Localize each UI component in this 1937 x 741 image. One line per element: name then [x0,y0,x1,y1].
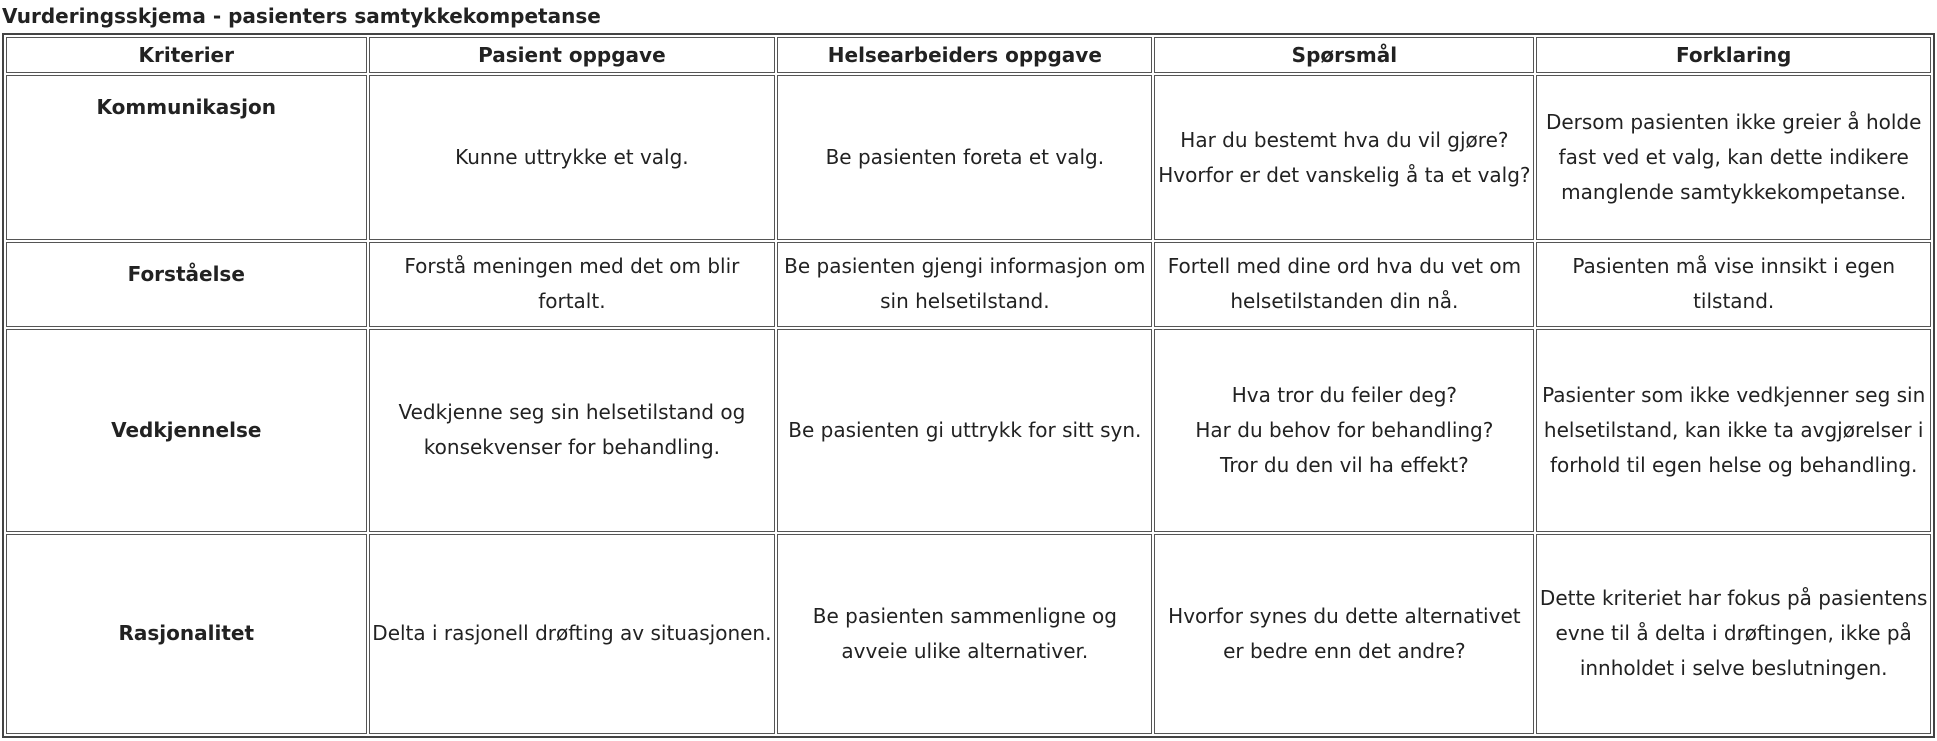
explanation-cell: Dersom pasienten ikke greier å holde fast ved et valg, kan dette indikere manglende samtykkekompetanse. [1536,75,1931,240]
patient-task-cell: Forstå meningen med det om blir fortalt. [369,242,776,327]
question-text: Tror du den vil ha effekt? [1220,452,1469,477]
header-row [6,37,1931,73]
table-row-forstaelse [6,242,1931,327]
question-text: Fortell med dine ord hva du vet om helsetilstanden din nå. [1167,254,1522,314]
questions-cell [1154,534,1534,734]
questions-cell [1154,242,1534,327]
question-text: Hvorfor er det vanskelig å ta et valg? [1158,162,1531,187]
criterion-cell: Forståelse [6,242,367,327]
worker-task-cell: Be pasienten sammenligne og avveie ulike alternativer. [777,534,1152,734]
header-questions: Spørsmål [1154,37,1534,73]
criterion-cell: Vedkjennelse [6,329,367,532]
questions-cell [1154,329,1534,532]
header-explanation: Forklaring [1536,37,1931,73]
patient-task-cell: Kunne uttrykke et valg. [369,75,776,240]
criterion-cell: Kommunikasjon [6,75,367,240]
table-row-rasjonalitet [6,534,1931,734]
table-row-kommunikasjon [6,75,1931,240]
assessment-table [2,33,1935,738]
question-text: Har du behov for behandling? [1195,417,1494,442]
header-worker-task: Helsearbeiders oppgave [777,37,1152,73]
question-text: Hvorfor synes du dette alternativet er bedre enn det andre? [1168,603,1521,663]
header-patient-task: Pasient oppgave [369,37,776,73]
criterion-cell: Rasjonalitet [6,534,367,734]
worker-task-cell: Be pasienten foreta et valg. [777,75,1152,240]
header-criteria: Kriterier [6,37,367,73]
table-caption: Vurderingsskjema - pasienters samtykkekompetanse [2,4,601,28]
question-text: Hva tror du feiler deg? [1231,382,1458,407]
explanation-cell: Dette kriteriet har fokus på pasientens evne til å delta i drøftingen, ikke på innholdet i selve beslutningen. [1536,534,1931,734]
patient-task-cell: Delta i rasjonell drøfting av situasjonen. [369,534,776,734]
worker-task-cell: Be pasienten gi uttrykk for sitt syn. [777,329,1152,532]
question-text: Har du bestemt hva du vil gjøre? [1180,127,1509,152]
explanation-cell: Pasienter som ikke vedkjenner seg sin helsetilstand, kan ikke ta avgjørelser i forhold til egen helse og behandling. [1536,329,1931,532]
explanation-cell: Pasienten må vise innsikt i egen tilstand. [1536,242,1931,327]
patient-task-cell: Vedkjenne seg sin helsetilstand og konsekvenser for behandling. [369,329,776,532]
worker-task-cell: Be pasienten gjengi informasjon om sin helsetilstand. [777,242,1152,327]
table-row-vedkjennelse [6,329,1931,532]
questions-cell [1154,75,1534,240]
